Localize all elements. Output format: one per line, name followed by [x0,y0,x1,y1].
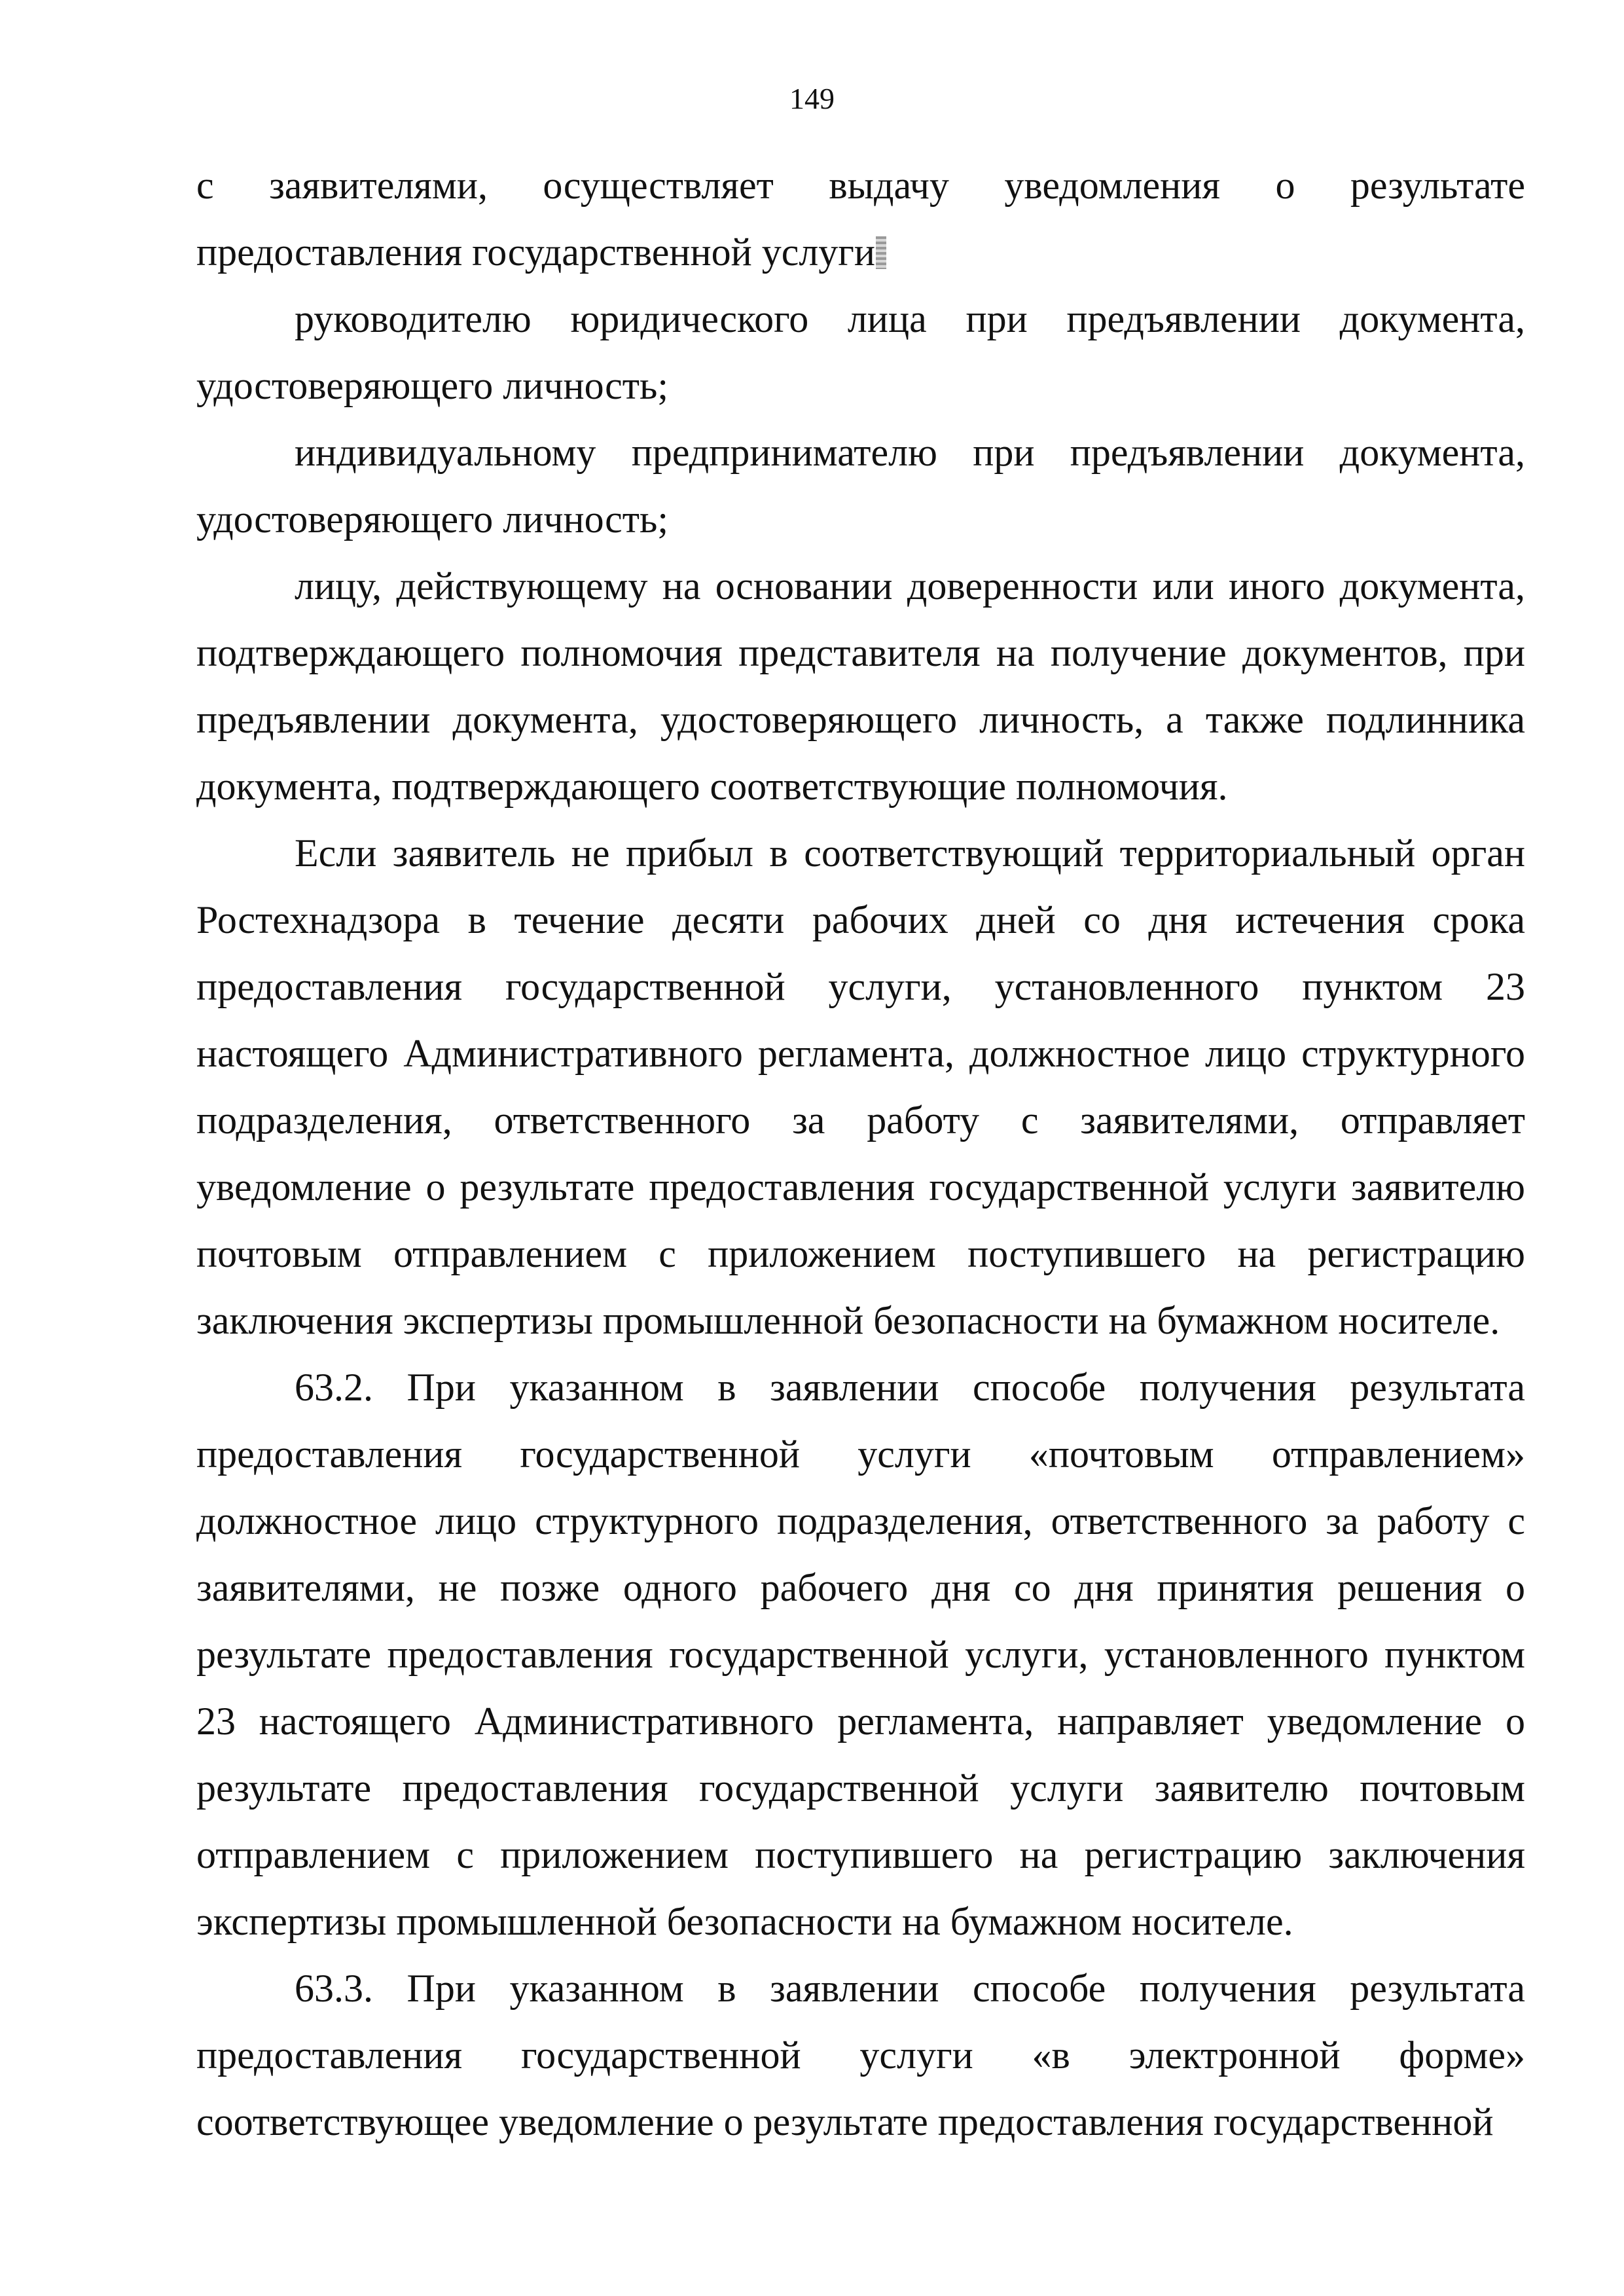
paragraph-legal-entity: руководителю юридического лица при предъявлении документа, удостоверяющего личность; [196,297,1525,407]
text-cursor-icon [876,236,886,269]
paragraph-proxy: лицу, действующему на основании доверенности или иного документа, подтверждающего полномочия представителя на получение документов, при предъявлении документа, удостоверяющего личность, а также подлинника документа, подтверждающего соответствующие полномочия. [196,564,1525,808]
paragraph-continuation [196,152,1525,285]
paragraph-text: с заявителями, осуществляет выдачу уведомления о результате предоставления государственной услуги [196,164,1525,274]
document-body [196,152,1525,2155]
paragraph-not-arrived: Если заявитель не прибыл в соответствующий территориальный орган Ростехнадзора в течение десяти рабочих дней со дня истечения срока предоставления государственной услуги, установленного пунктом 23 настоящего Административного регламента, должностное лицо структурного подразделения, ответственного за работу с заявителями, отправляет уведомление о результате предоставления государственной услуги заявителю почтовым отправлением с приложением поступившего на регистрацию заключения экспертизы промышленной безопасности на бумажном носителе. [196,831,1525,1342]
paragraph-63-2: 63.2. При указанном в заявлении способе получения результата предоставления государственной услуги «почтовым отправлением» должностное лицо структурного подразделения, ответственного за работу с заявителями, не позже одного рабочего дня со дня принятия решения о результате предоставления государственной услуги, установленного пунктом 23 настоящего Административного регламента, направляет уведомление о результате предоставления государственной услуги заявителю почтовым отправлением с приложением поступившего на регистрацию заключения экспертизы промышленной безопасности на бумажном носителе. [196,1366,1525,1943]
paragraph-63-3: 63.3. При указанном в заявлении способе получения результата предоставления государственной услуги «в электронной форме» соответствующее уведомление о результате предоставления государственной [196,1967,1525,2143]
page-number: 149 [789,82,835,115]
paragraph-entrepreneur: индивидуальному предпринимателю при предъявлении документа, удостоверяющего личность; [196,431,1525,541]
